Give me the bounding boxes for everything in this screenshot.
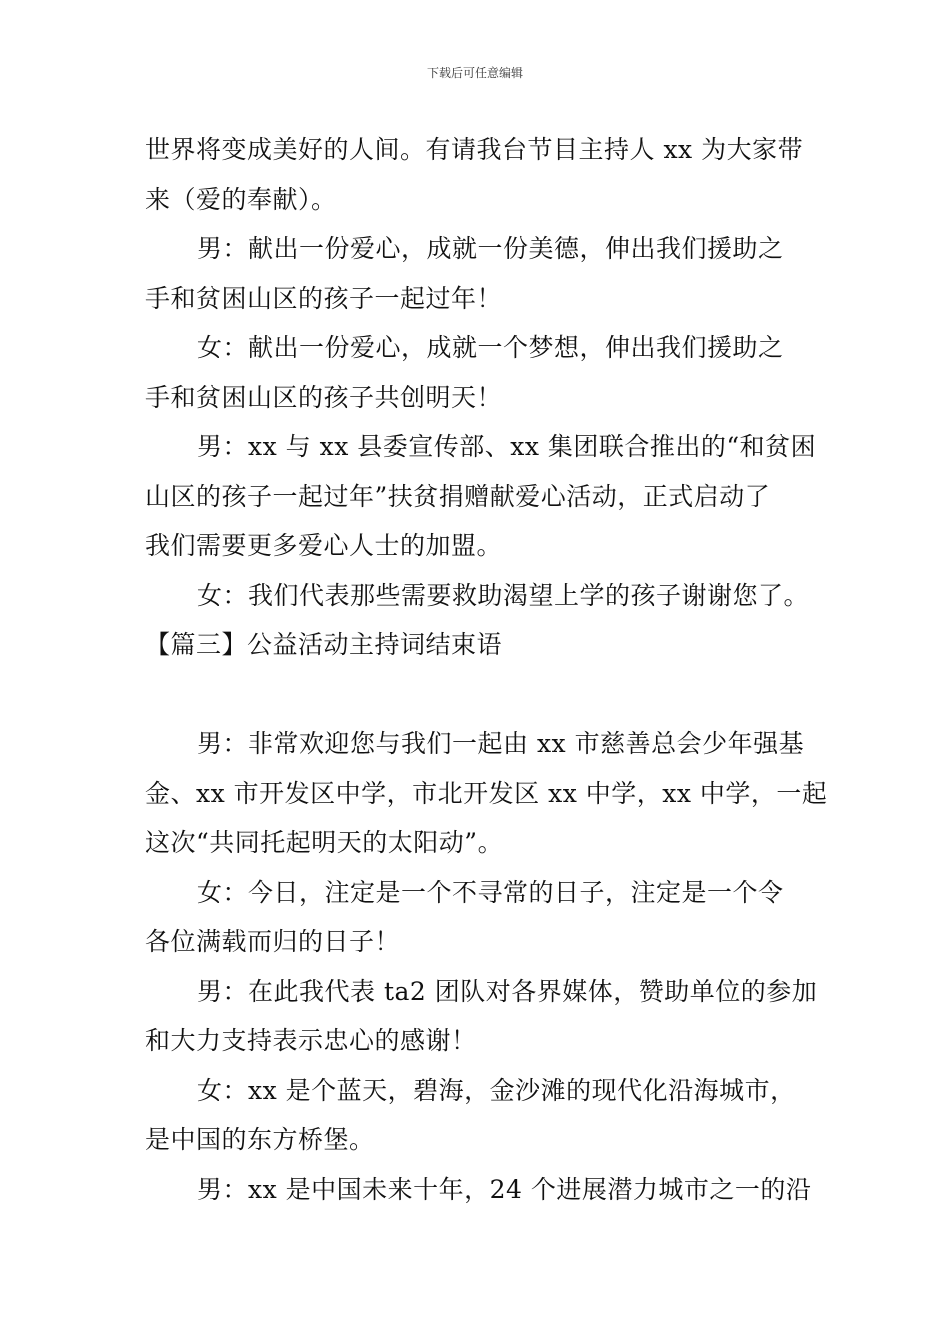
paragraph-line: 来（爱的奉献）。 [145, 184, 337, 214]
paragraph-line: 世界将变成美好的人间。有请我台节目主持人 xx 为大家带 [145, 135, 804, 164]
paragraph-line: 男：xx 与 xx 县委宣传部、xx 集团联合推出的“和贫困 [197, 432, 817, 461]
paragraph-line: 各位满载而归的日子！ [145, 927, 401, 956]
paragraph-line: 是中国的东方桥堡。 [145, 1125, 375, 1154]
section-heading: 【篇三】公益活动主持词结束语 [145, 630, 503, 659]
paragraph-line: 山区的孩子一起过年”扶贫捐赠献爱心活动，正式启动了 [145, 481, 771, 511]
document-body [145, 125, 828, 1214]
paragraph-line: 女：我们代表那些需要救助渴望上学的孩子谢谢您了。 [197, 580, 810, 610]
paragraph-line: 男：在此我代表 ta2 团队对各界媒体，赞助单位的参加 [197, 976, 818, 1006]
paragraph-line: 和大力支持表示忠心的感谢！ [145, 1026, 477, 1055]
paragraph-line: 女：献出一份爱心，成就一个梦想，伸出我们援助之 [197, 333, 784, 362]
paragraph-line: 手和贫困山区的孩子一起过年！ [145, 283, 503, 313]
paragraph-line: 这次“共同托起明天的太阳动”。 [145, 828, 504, 857]
paragraph-line: 女：今日，注定是一个不寻常的日子，注定是一个令 [197, 877, 784, 907]
paragraph-line: 我们需要更多爱心人士的加盟。 [145, 531, 503, 560]
paragraph-line: 金、xx 市开发区中学，市北开发区 xx 中学，xx 中学，一起 [145, 778, 828, 808]
blank-line [145, 670, 810, 720]
paragraph-line: 手和贫困山区的孩子共创明天！ [145, 382, 503, 412]
paragraph-line: 男：非常欢迎您与我们一起由 xx 市慈善总会少年强基 [197, 729, 805, 758]
paragraph-line: 女：xx 是个蓝天，碧海，金沙滩的现代化沿海城市， [197, 1075, 796, 1105]
paragraph-line: 男：献出一份爱心，成就一份美德，伸出我们援助之 [197, 234, 784, 263]
page-header: 下载后可任意编辑 [426, 66, 523, 80]
paragraph-line: 男：xx 是中国未来十年，24 个进展潜力城市之一的沿 [197, 1174, 812, 1204]
